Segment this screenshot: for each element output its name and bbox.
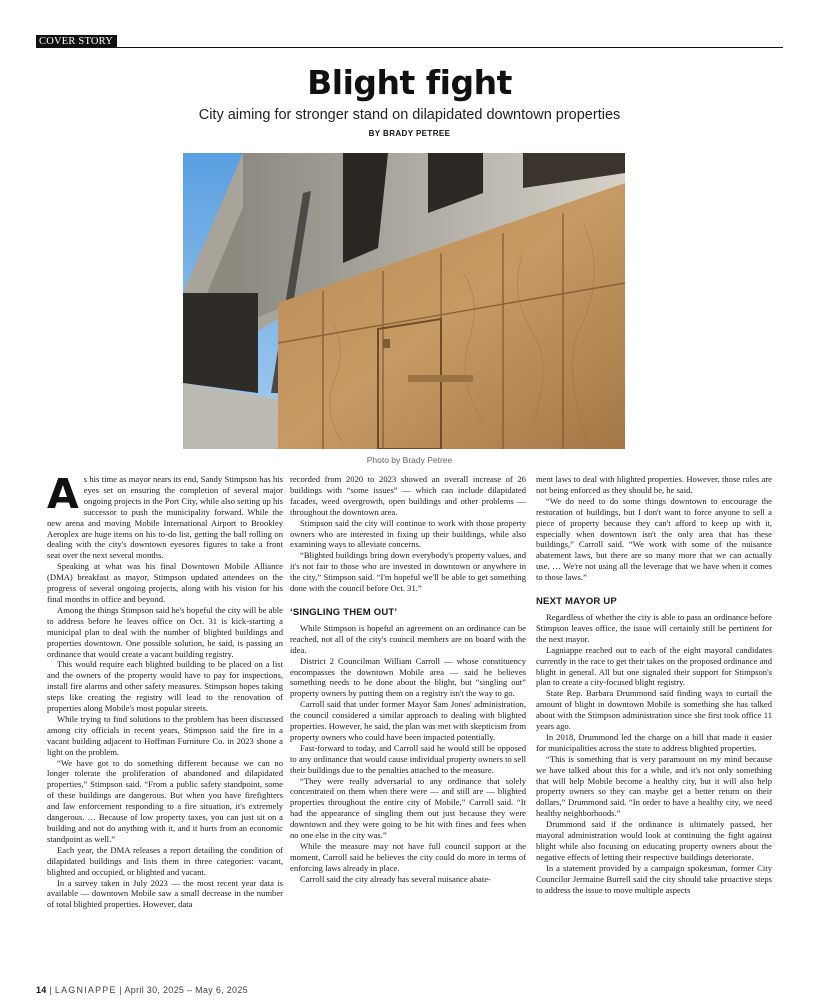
- article-headline: Blight fight: [307, 63, 512, 102]
- boarded-building-photo: [183, 153, 625, 449]
- footer-separator: |: [49, 985, 53, 995]
- paragraph: Lagniappe reached out to each of the eight mayoral candidates currently in the race to get their takes on the proposed ordinance and blight in general. All but one signaled their support for Stimpson's plan to create a city-focused blight registry.: [536, 644, 772, 688]
- section-label: COVER STORY: [36, 35, 117, 48]
- paragraph: Carroll said the city already has several nuisance abate-: [300, 873, 491, 884]
- paragraph: Each year, the DMA releases a report detailing the condition of dilapidated buildings and lists them in three categories: vacant, blighted and occupied, or blighted and vacant.: [47, 844, 283, 877]
- paragraph: “Blighted buildings bring down everybody's property values, and it's not fair to those who are invested in downtown or anywhere in the city,” Stimpson said. “I'm hopeful we'll be able to get something done with the council before Oct. 31.”: [290, 550, 526, 594]
- paragraph: Among the things Stimpson said he's hopeful the city will be able to address before he leaves office on Oct. 31 is kick-starting a municipal plan to deal with the number of blighted buildings and properties downtown. One possible solution, he said, is passing an ordinance that would create a vacant building registry.: [47, 604, 283, 659]
- article-subheadline: City aiming for stronger stand on dilapidated downtown properties: [198, 107, 621, 123]
- paragraph: “This is something that is very paramount on my mind because we have talked about this for a while, and it's not only something that will help Mobile become a healthy city, but it will also help property owners so they can maybe get a better return on their dollars,” Drummond said. “In order to have a healthy city, we need healthy neighborhoods.”: [536, 753, 772, 819]
- section-rule: [36, 47, 783, 48]
- paragraph: Carroll said that under former Mayor Sam Jones' administration, the council considered a similar approach to dealing with blighted properties. However, he said, the plan was met with skepticism from property owners who could have been impacted potentially.: [290, 699, 526, 742]
- paragraph: District 2 Councilman William Carroll — whose constituency encompasses the downtown Mobile area — said he believes something needs to be done about the blight, but “singling out” property owners by putting them on a registry isn't the way to go.: [290, 655, 526, 699]
- paragraph: Fast-forward to today, and Carroll said he would still be opposed to any ordinance that would cause individual property owners to sell their buildings due to the penalties attached to the measure.: [290, 742, 526, 775]
- subheading-next-mayor-up: NEXT MAYOR UP: [536, 596, 617, 608]
- paragraph: “We do need to do some things downtown to encourage the restoration of buildings, but I don't want to force anyone to sell a piece of property because they can't afford to keep up with it, especially when downtown isn't the only area that has these buildings,” Carroll said. “We work with some of the nuisance abatement laws, but there are so many more that we can actually use. … We're not using all the leverage that we have when it comes to those laws.”: [536, 495, 772, 583]
- paragraph: Drummond said if the ordinance is ultimately passed, her mayoral administration would look at continuing the fight against blight while also focusing on educating property owners about the negative effects of letting their respective buildings deteriorate.: [536, 819, 772, 862]
- paragraph: While the measure may not have full council support at the moment, Carroll said he believes the city could do more in terms of enforcing laws already in place.: [290, 841, 526, 873]
- subheading-singling-them-out: ‘SINGLING THEM OUT’: [290, 606, 398, 618]
- page-footer: [36, 985, 248, 995]
- article-column-1: [47, 474, 283, 972]
- paragraph: Stimpson said the city will continue to work with those property owners who are interested in fixing up their buildings, while also examining ways to alleviate concerns.: [290, 517, 526, 550]
- publication-name: LAGNIAPPE: [54, 985, 117, 995]
- paragraph: While trying to find solutions to the problem has been discussed among city officials in recent years, Stimpson said the fire in a vacant building adjacent to Hoffman Furniture Co. in 2023 shone a light on the problem.: [47, 713, 283, 757]
- paragraph: While Stimpson is hopeful an agreement on an ordinance can be reached, not all of the city's council members are on board with the idea.: [290, 622, 526, 655]
- photo-caption: Photo by Brady Petree: [366, 455, 453, 465]
- article-byline: BY BRADY PETREE: [368, 129, 451, 138]
- paragraph: State Rep. Barbara Drummond said finding ways to curtail the amount of blight in downtown Mobile is something she has talked about with the Stimpson administration since she first took office 11 years ago.: [536, 688, 772, 732]
- paragraph: As his time as mayor nears its end, Sandy Stimpson has his eyes set on ensuring the completion of several major ongoing projects in the Port City, while also setting up his successor to push the municipality forward. While the new arena and moving Mobile International Airport to Brookley Aeroplex are huge items on his to-do list, getting the ball rolling on dealing with the city's downtown eyesores figures to take a front seat over the next several months.: [47, 474, 283, 561]
- paragraph: “They were really adversarial to any ordinance that solely concentrated on them when there were — and still are — blighted properties throughout the entire city of Mobile,” Carroll said. “It had the appearance of singling them out just because they were downtown and they were going to be hit with fines and fees when no one else in the city was.”: [290, 775, 526, 841]
- paragraph: Speaking at what was his final Downtown Mobile Alliance (DMA) breakfast as mayor, Stimpson updated attendees on the progress of several ongoing projects, along with his vision for his final months in office and beyond.: [47, 561, 283, 604]
- footer-separator: |: [119, 985, 123, 995]
- paragraph: Regardless of whether the city is able to pass an ordinance before Stimpson leaves office, the issue will certainly still be pertinent for the next mayor.: [536, 611, 772, 644]
- paragraph: In a statement provided by a campaign spokesman, former City Councilor Jermaine Burrell said the city should take proactive steps to address the issue to move multiple aspects: [536, 862, 772, 895]
- paragraph: recorded from 2020 to 2023 showed an overall increase of 26 buildings with “some issues” — which can include dilapidated facades, weed overgrowth, open buildings and other problems — throughout the downtown area.: [290, 474, 526, 517]
- issue-dates: April 30, 2025 – May 6, 2025: [124, 985, 248, 995]
- paragraph: In 2018, Drummond led the charge on a bill that made it easier for municipalities across the state to address blighted properties.: [536, 731, 772, 753]
- paragraph: This would require each blighted building to be placed on a list and the owners of the property would have to pay for inspections, install fire alarms and other safety measures. Stimpson hopes taking steps like creating the registry will lead to the renovation of properties along Mobile's most popular streets.: [47, 659, 283, 714]
- paragraph: “We have got to do something different because we can no longer tolerate the proliferation of abandoned and dilapidated properties,” Stimpson said. “From a public safety standpoint, some of these buildings are dangerous. But when you have firefighters and law enforcement responding to a fire situation, it's extremely dangerous. … Because of low property taxes, you can just sit on a building and not do anything with it, and it hurts from an economic standpoint as well.”: [47, 757, 283, 844]
- paragraph: ment laws to deal with blighted properties. However, those rules are not being enforced as they should be, he said.: [536, 474, 772, 495]
- paragraph: In a survey taken in July 2023 — the most recent year data is available — downtown Mobile saw a small decrease in the number of total blighted properties. However, data: [47, 877, 283, 910]
- page-number: 14: [36, 985, 47, 995]
- article-column-3: [536, 474, 772, 972]
- article-photo: [183, 153, 625, 449]
- drop-cap: A: [47, 474, 79, 518]
- article-column-2: [290, 474, 526, 972]
